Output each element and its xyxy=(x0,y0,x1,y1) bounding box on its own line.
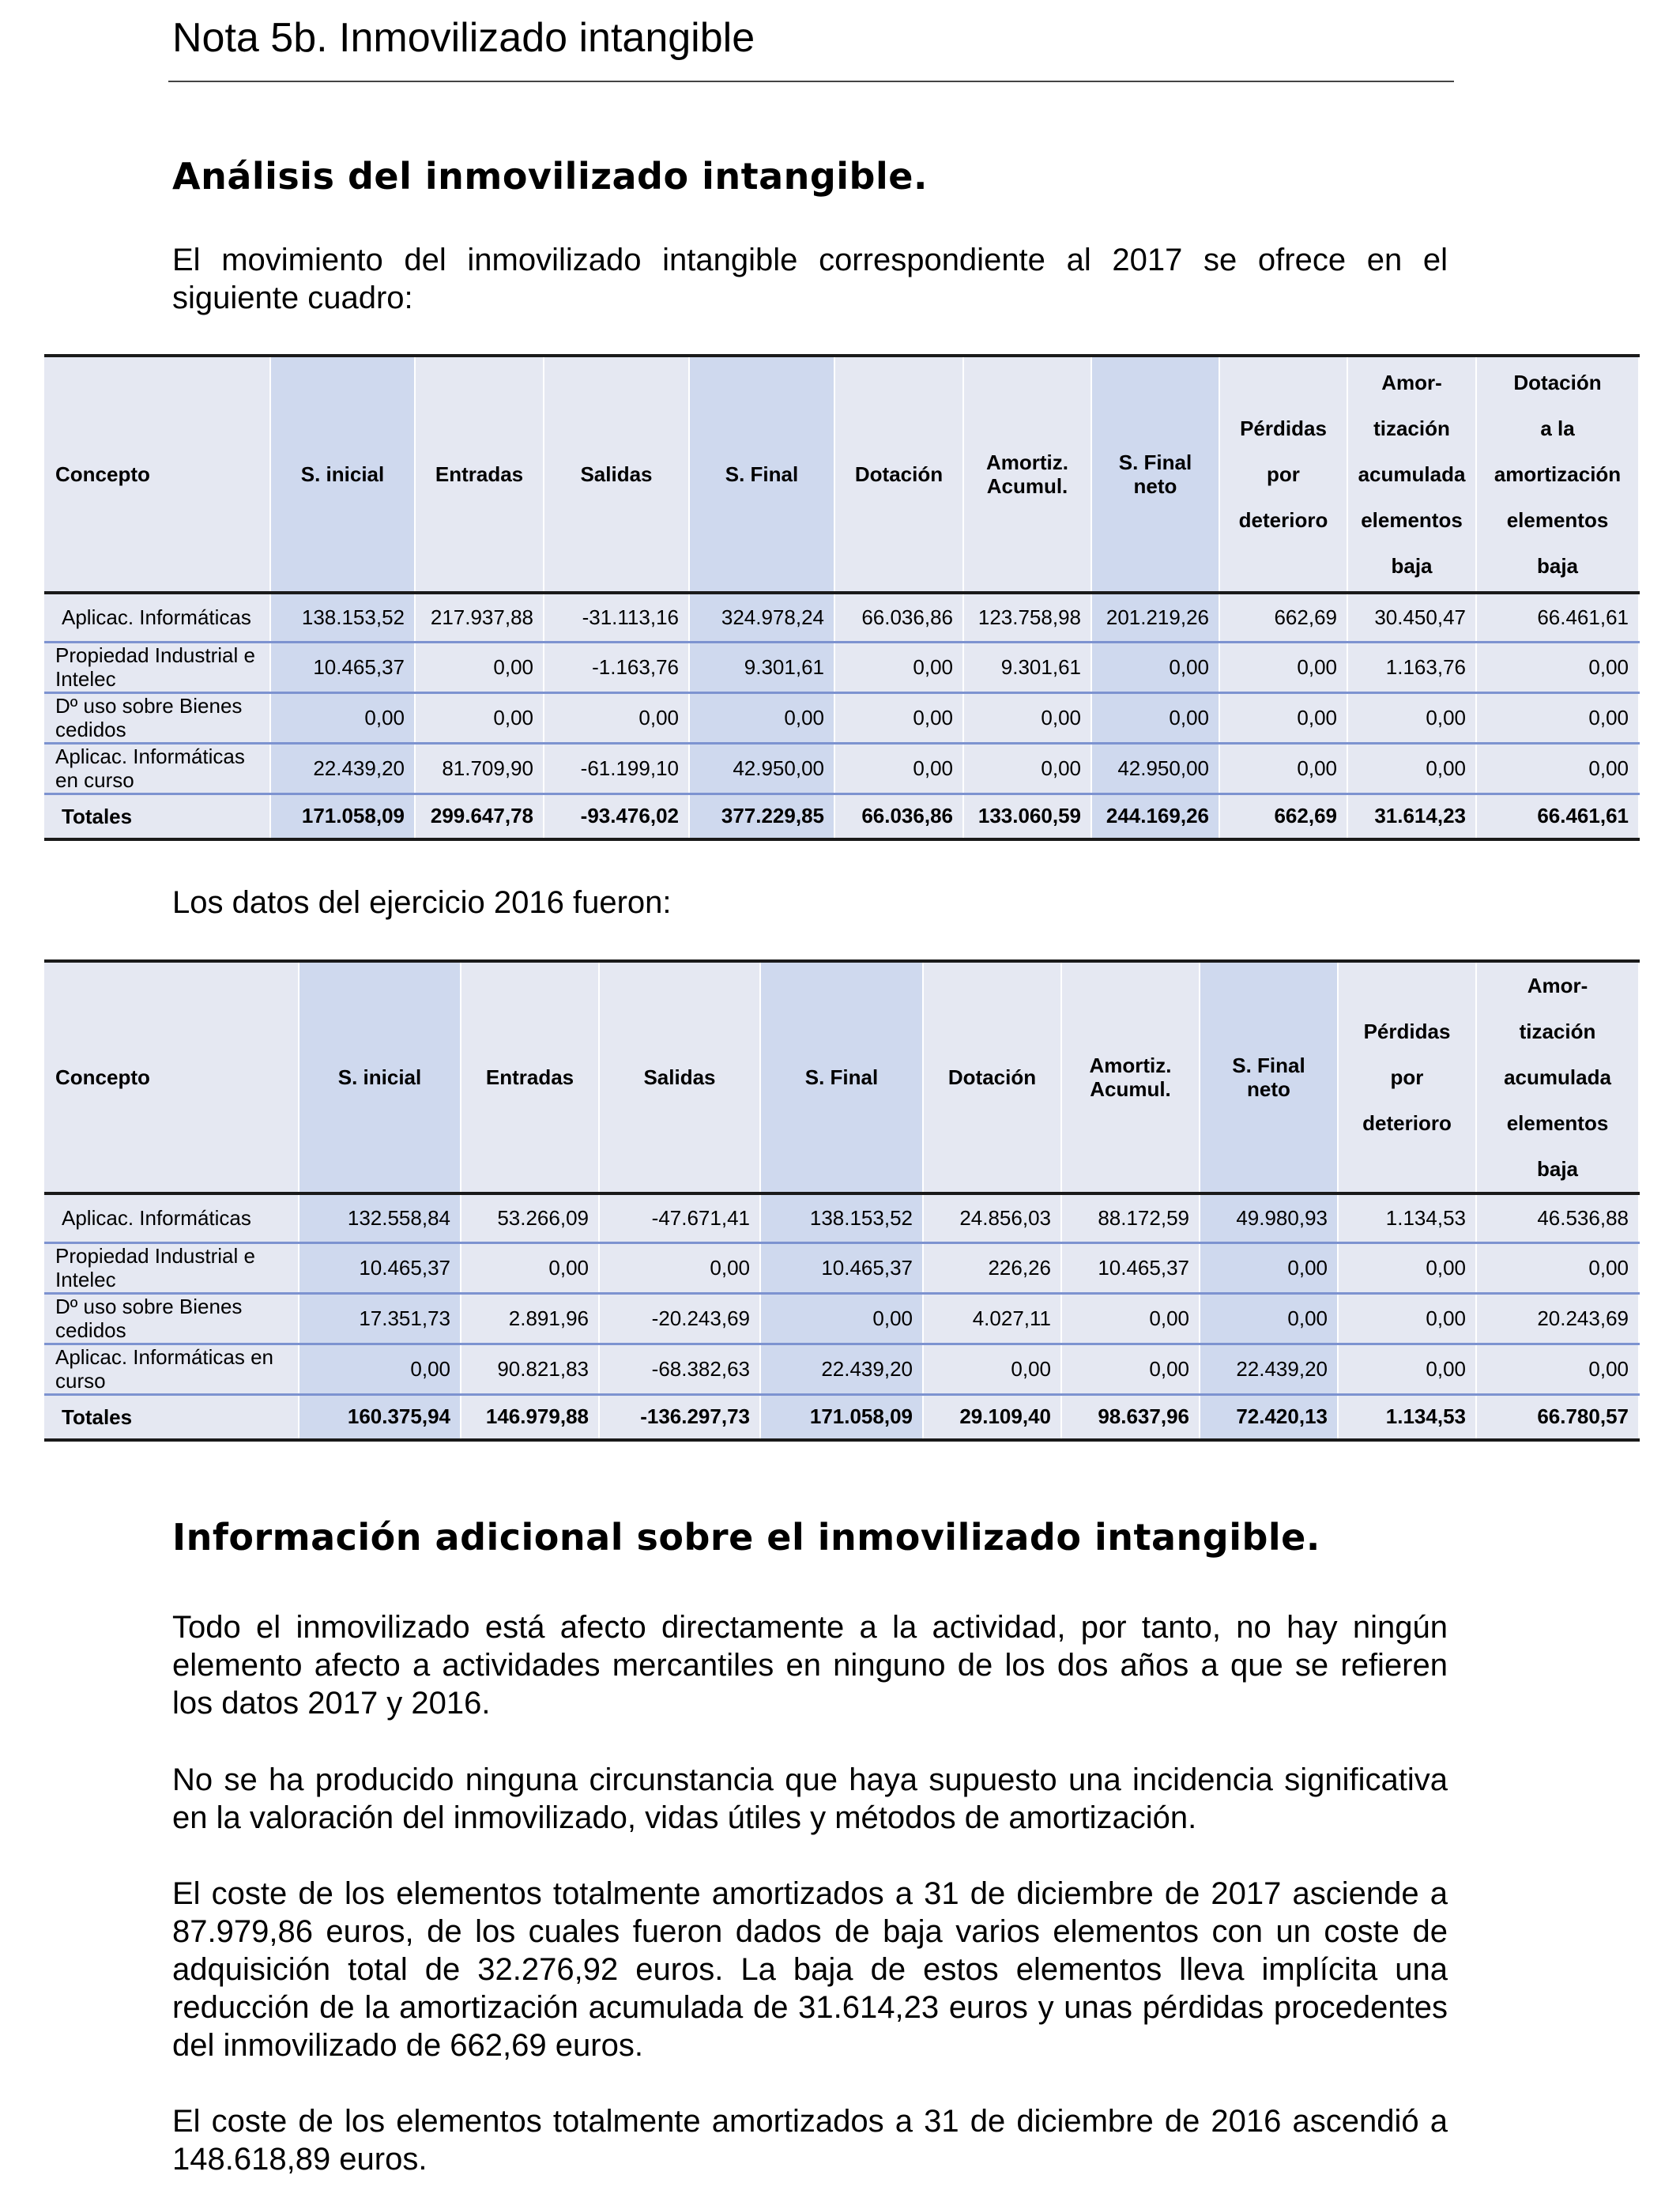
cell-s-inicial: 160.375,94 xyxy=(299,1394,461,1440)
cell-s-final-neto: 244.169,26 xyxy=(1091,794,1219,839)
header-perdidas-deterioro xyxy=(1219,356,1347,593)
header-s-inicial: S. inicial xyxy=(299,961,461,1193)
info-paragraph-2: No se ha producido ninguna circunstancia que haya supuesto una incidencia significativa en la valoración del inmovilizado, vidas útiles y métodos de amortización. xyxy=(172,1762,1448,1835)
cell-dotacion: 4.027,11 xyxy=(923,1293,1061,1344)
cell-s-inicial: 132.558,84 xyxy=(299,1193,461,1242)
cell-s-final-neto: 49.980,93 xyxy=(1200,1193,1338,1242)
cell-s-final: 324.978,24 xyxy=(689,593,834,642)
header-salidas: Salidas xyxy=(544,356,689,593)
cell-entradas: 2.891,96 xyxy=(461,1293,599,1344)
cell-s-inicial: 10.465,37 xyxy=(270,642,415,692)
header-dot-line5: baja xyxy=(1536,554,1579,578)
header-dot-line2: a la xyxy=(1540,417,1575,440)
header-sfneto-line1: S. Final xyxy=(1232,1054,1305,1077)
cell-entradas: 81.709,90 xyxy=(415,743,544,794)
cell-dotacion: 0,00 xyxy=(923,1344,1061,1394)
header-amor-line2: tización xyxy=(1373,417,1450,440)
cell-perdidas: 0,00 xyxy=(1219,743,1347,794)
row-concepto: Propiedad Industrial e Intelec xyxy=(44,1242,299,1293)
cell-perdidas: 0,00 xyxy=(1338,1242,1476,1293)
cell-s-final-neto: 42.950,00 xyxy=(1091,743,1219,794)
table-2016-header-row xyxy=(44,961,1639,1193)
cell-dotacion: 226,26 xyxy=(923,1242,1061,1293)
row-concepto: Dº uso sobre Bienes cedidos xyxy=(44,1293,299,1344)
header-dot-line4: elementos xyxy=(1506,508,1609,532)
cell-dotacion: 29.109,40 xyxy=(923,1394,1061,1440)
cell-dotacion: 66.036,86 xyxy=(834,794,963,839)
table-row xyxy=(44,1242,1639,1293)
header-amor-line1: Amor- xyxy=(1527,974,1588,997)
header-amortizacion-acumulada-baja xyxy=(1347,356,1476,593)
cell-entradas: 146.979,88 xyxy=(461,1394,599,1440)
header-dotacion: Dotación xyxy=(834,356,963,593)
row-concepto: Dº uso sobre Bienes cedidos xyxy=(44,692,270,743)
header-amor-line5: baja xyxy=(1391,554,1433,578)
header-amor-line4: elementos xyxy=(1361,508,1463,532)
info-paragraph-4: El coste de los elementos totalmente amortizados a 31 de diciembre de 2016 ascendió a 148.618,89 euros. xyxy=(172,2104,1448,2177)
cell-s-final: 171.058,09 xyxy=(760,1394,923,1440)
header-amortiz-line2: Acumul. xyxy=(1090,1077,1171,1101)
cell-perdidas: 0,00 xyxy=(1338,1293,1476,1344)
header-sfneto-line2: neto xyxy=(1247,1077,1290,1101)
cell-entradas: 0,00 xyxy=(415,642,544,692)
table-2016 xyxy=(44,959,1640,1442)
cell-amortiz: 133.060,59 xyxy=(963,794,1091,839)
info-paragraph-3: El coste de los elementos totalmente amortizados a 31 de diciembre de 2017 asciende a 87.979,86 euros, de los cuales fueron dados de baja varios elementos con un coste de adquisición total de 32.276,92 euros. La baja de estos elementos lleva implícita una reducción de la amortización acumulada de 31.614,23 euros y unas pérdidas procedentes del inmovilizado de 662,69 euros. xyxy=(172,1876,1448,2063)
cell-s-final-neto: 0,00 xyxy=(1091,692,1219,743)
cell-amortiz: 0,00 xyxy=(1061,1293,1200,1344)
header-amortiz-acumul xyxy=(1061,961,1200,1193)
cell-s-inicial: 171.058,09 xyxy=(270,794,415,839)
cell-dotacion-baja: 0,00 xyxy=(1476,692,1639,743)
header-perdidas-line1: Pérdidas xyxy=(1363,1020,1451,1043)
cell-s-inicial: 10.465,37 xyxy=(299,1242,461,1293)
header-amor-line3: acumulada xyxy=(1504,1065,1611,1089)
header-s-final-neto xyxy=(1091,356,1219,593)
cell-dotacion: 0,00 xyxy=(834,692,963,743)
analysis-intro-paragraph: El movimiento del inmovilizado intangible correspondiente al 2017 se ofrece en el siguiente cuadro: xyxy=(172,243,1448,315)
cell-salidas: -47.671,41 xyxy=(599,1193,760,1242)
header-entradas: Entradas xyxy=(415,356,544,593)
cell-perdidas: 0,00 xyxy=(1219,642,1347,692)
header-s-final: S. Final xyxy=(760,961,923,1193)
header-perdidas-line2: por xyxy=(1267,462,1300,486)
cell-salidas: -93.476,02 xyxy=(544,794,689,839)
analysis-heading: Análisis del inmovilizado intangible. xyxy=(172,155,928,198)
cell-s-final-neto: 0,00 xyxy=(1091,642,1219,692)
info-paragraph-1: Todo el inmovilizado está afecto directamente a la actividad, por tanto, no hay ningún elemento afecto a actividades mercantiles en ninguno de los dos años a que se refieren los datos 2017 y 2016. xyxy=(172,1610,1448,1721)
cell-perdidas: 662,69 xyxy=(1219,593,1347,642)
header-dotacion-amortizacion-baja xyxy=(1476,356,1639,593)
cell-dotacion-baja: 0,00 xyxy=(1476,642,1639,692)
cell-salidas: -136.297,73 xyxy=(599,1394,760,1440)
cell-salidas: -61.199,10 xyxy=(544,743,689,794)
cell-salidas: -31.113,16 xyxy=(544,593,689,642)
cell-entradas: 217.937,88 xyxy=(415,593,544,642)
table-2017 xyxy=(44,354,1640,841)
header-amor-line2: tización xyxy=(1519,1020,1596,1043)
row-concepto: Aplicac. Informáticas en curso xyxy=(44,743,270,794)
totals-row xyxy=(44,1394,1639,1440)
cell-amortiz: 88.172,59 xyxy=(1061,1193,1200,1242)
cell-salidas: -20.243,69 xyxy=(599,1293,760,1344)
cell-s-final-neto: 201.219,26 xyxy=(1091,593,1219,642)
table-row xyxy=(44,1293,1639,1344)
header-s-final-neto xyxy=(1200,961,1338,1193)
header-dot-line1: Dotación xyxy=(1513,371,1602,394)
cell-s-final: 9.301,61 xyxy=(689,642,834,692)
header-amortiz-line1: Amortiz. xyxy=(986,450,1068,474)
header-perdidas-line3: deterioro xyxy=(1238,508,1328,532)
header-s-inicial: S. inicial xyxy=(270,356,415,593)
header-perdidas-line2: por xyxy=(1390,1065,1424,1089)
header-dot-line3: amortización xyxy=(1494,462,1622,486)
cell-amortizacion-baja: 0,00 xyxy=(1347,743,1476,794)
header-perdidas-line3: deterioro xyxy=(1362,1111,1452,1135)
row-concepto: Totales xyxy=(44,794,270,839)
cell-s-final: 0,00 xyxy=(760,1293,923,1344)
row-concepto: Aplicac. Informáticas en curso xyxy=(44,1344,299,1394)
table-row xyxy=(44,593,1639,642)
cell-s-final: 10.465,37 xyxy=(760,1242,923,1293)
cell-s-final-neto: 72.420,13 xyxy=(1200,1394,1338,1440)
cell-amortiz: 98.637,96 xyxy=(1061,1394,1200,1440)
cell-dotacion-baja: 0,00 xyxy=(1476,743,1639,794)
info-heading: Información adicional sobre el inmovilizado intangible. xyxy=(172,1516,1320,1559)
header-sfneto-line1: S. Final xyxy=(1118,450,1192,474)
cell-dotacion-baja: 66.461,61 xyxy=(1476,794,1639,839)
data-2016-intro: Los datos del ejercicio 2016 fueron: xyxy=(172,885,672,920)
header-entradas: Entradas xyxy=(461,961,599,1193)
header-amortizacion-acumulada-baja xyxy=(1476,961,1639,1193)
header-salidas: Salidas xyxy=(599,961,760,1193)
cell-salidas: -68.382,63 xyxy=(599,1344,760,1394)
table-row xyxy=(44,1344,1639,1394)
row-concepto: Propiedad Industrial e Intelec xyxy=(44,642,270,692)
cell-entradas: 299.647,78 xyxy=(415,794,544,839)
cell-amortiz: 0,00 xyxy=(963,692,1091,743)
cell-amortizacion-baja: 46.536,88 xyxy=(1476,1193,1639,1242)
table-row xyxy=(44,692,1639,743)
cell-amortiz: 0,00 xyxy=(963,743,1091,794)
cell-dotacion: 0,00 xyxy=(834,743,963,794)
header-amortiz-acumul xyxy=(963,356,1091,593)
header-amor-line4: elementos xyxy=(1506,1111,1609,1135)
cell-perdidas: 662,69 xyxy=(1219,794,1347,839)
header-dotacion: Dotación xyxy=(923,961,1061,1193)
cell-perdidas: 1.134,53 xyxy=(1338,1193,1476,1242)
header-concepto: Concepto xyxy=(44,961,299,1193)
cell-perdidas: 0,00 xyxy=(1338,1344,1476,1394)
cell-s-final-neto: 0,00 xyxy=(1200,1293,1338,1344)
cell-s-final: 42.950,00 xyxy=(689,743,834,794)
table-2017-header-row xyxy=(44,356,1639,593)
cell-amortiz: 10.465,37 xyxy=(1061,1242,1200,1293)
cell-amortiz: 0,00 xyxy=(1061,1344,1200,1394)
cell-perdidas: 1.134,53 xyxy=(1338,1394,1476,1440)
cell-s-final: 138.153,52 xyxy=(760,1193,923,1242)
header-amor-line1: Amor- xyxy=(1381,371,1442,394)
cell-s-final: 0,00 xyxy=(689,692,834,743)
cell-dotacion: 24.856,03 xyxy=(923,1193,1061,1242)
cell-entradas: 0,00 xyxy=(415,692,544,743)
cell-s-inicial: 0,00 xyxy=(299,1344,461,1394)
header-amor-line3: acumulada xyxy=(1358,462,1466,486)
title-divider xyxy=(168,81,1454,82)
cell-dotacion: 0,00 xyxy=(834,642,963,692)
header-amortiz-line1: Amortiz. xyxy=(1089,1054,1172,1077)
header-amor-line5: baja xyxy=(1536,1157,1579,1181)
cell-s-inicial: 138.153,52 xyxy=(270,593,415,642)
cell-amortizacion-baja: 20.243,69 xyxy=(1476,1293,1639,1344)
header-sfneto-line2: neto xyxy=(1133,474,1177,498)
cell-amortiz: 123.758,98 xyxy=(963,593,1091,642)
header-perdidas-line1: Pérdidas xyxy=(1240,417,1327,440)
header-s-final: S. Final xyxy=(689,356,834,593)
cell-amortizacion-baja: 0,00 xyxy=(1347,692,1476,743)
cell-amortizacion-baja: 30.450,47 xyxy=(1347,593,1476,642)
cell-dotacion: 66.036,86 xyxy=(834,593,963,642)
table-row xyxy=(44,1193,1639,1242)
row-concepto: Aplicac. Informáticas xyxy=(44,1193,299,1242)
table-row xyxy=(44,743,1639,794)
cell-s-inicial: 22.439,20 xyxy=(270,743,415,794)
row-concepto: Totales xyxy=(44,1394,299,1440)
totals-row xyxy=(44,794,1639,839)
cell-entradas: 0,00 xyxy=(461,1242,599,1293)
cell-s-inicial: 17.351,73 xyxy=(299,1293,461,1344)
cell-s-final: 377.229,85 xyxy=(689,794,834,839)
page-title: Nota 5b. Inmovilizado intangible xyxy=(172,15,755,61)
header-concepto: Concepto xyxy=(44,356,270,593)
table-row xyxy=(44,642,1639,692)
cell-entradas: 53.266,09 xyxy=(461,1193,599,1242)
cell-amortizacion-baja: 31.614,23 xyxy=(1347,794,1476,839)
cell-salidas: -1.163,76 xyxy=(544,642,689,692)
cell-amortizacion-baja: 66.780,57 xyxy=(1476,1394,1639,1440)
cell-s-inicial: 0,00 xyxy=(270,692,415,743)
row-concepto: Aplicac. Informáticas xyxy=(44,593,270,642)
cell-salidas: 0,00 xyxy=(544,692,689,743)
cell-amortizacion-baja: 0,00 xyxy=(1476,1242,1639,1293)
cell-entradas: 90.821,83 xyxy=(461,1344,599,1394)
header-amortiz-line2: Acumul. xyxy=(986,474,1068,498)
cell-s-final-neto: 22.439,20 xyxy=(1200,1344,1338,1394)
cell-s-final-neto: 0,00 xyxy=(1200,1242,1338,1293)
header-perdidas-deterioro xyxy=(1338,961,1476,1193)
cell-s-final: 22.439,20 xyxy=(760,1344,923,1394)
cell-dotacion-baja: 66.461,61 xyxy=(1476,593,1639,642)
cell-salidas: 0,00 xyxy=(599,1242,760,1293)
cell-perdidas: 0,00 xyxy=(1219,692,1347,743)
cell-amortiz: 9.301,61 xyxy=(963,642,1091,692)
cell-amortizacion-baja: 0,00 xyxy=(1476,1344,1639,1394)
cell-amortizacion-baja: 1.163,76 xyxy=(1347,642,1476,692)
